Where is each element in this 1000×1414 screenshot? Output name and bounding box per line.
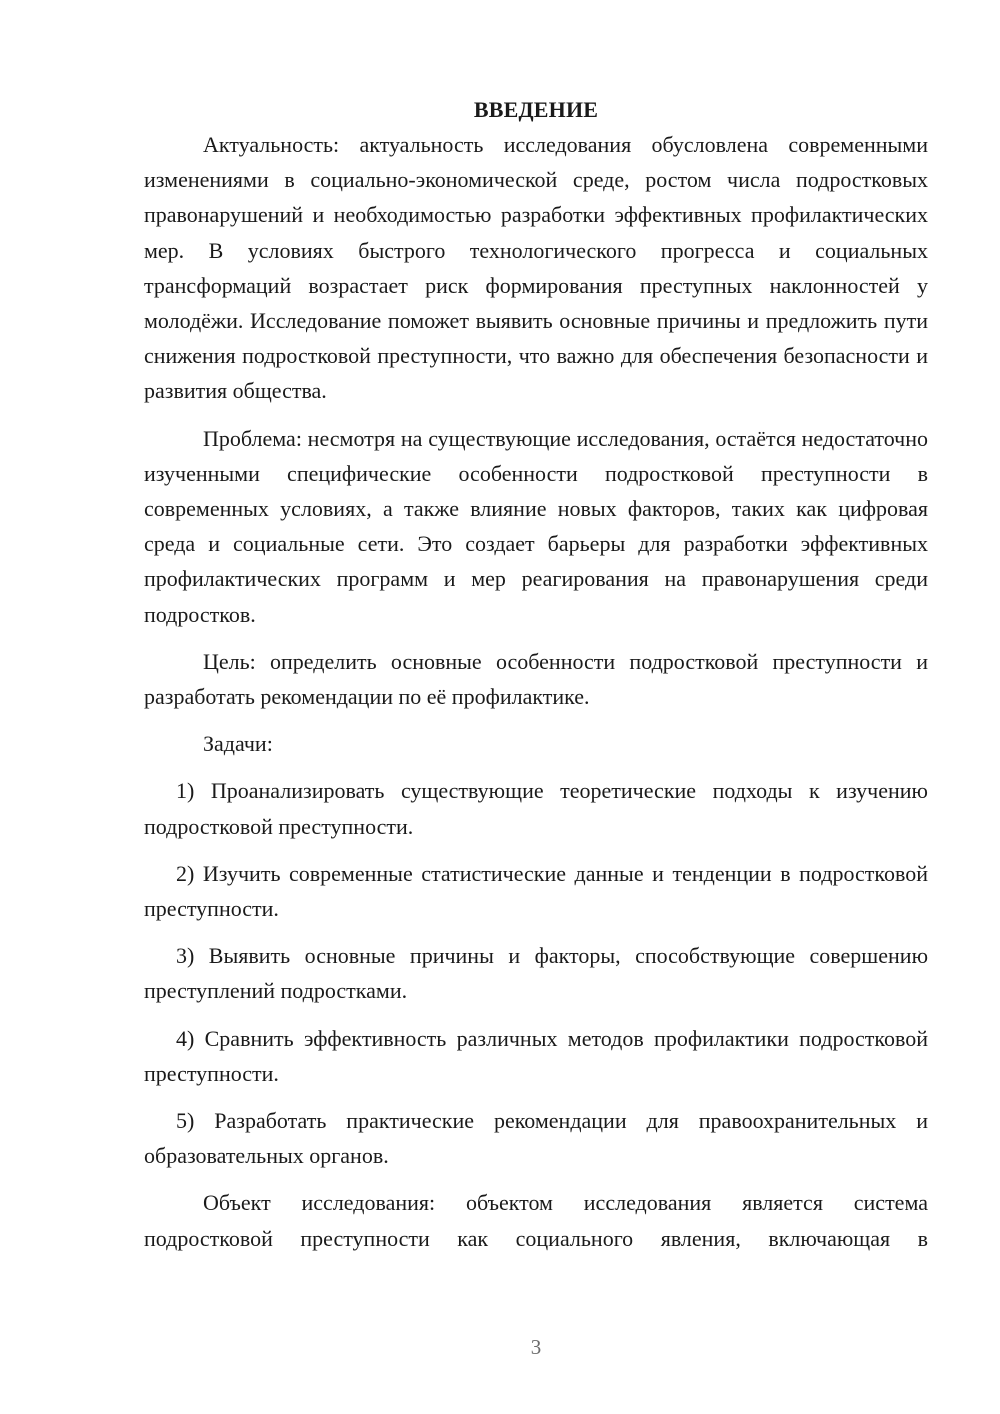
paragraph-problem: Проблема: несмотря на существующие исследования, остаётся недостаточно изученными специфические особенности подростковой преступности в современных условиях, а также влияние новых факторов, таких как цифровая среда и социальные сети. Это создает барьеры для разработки эффективных профилактических программ и мер реагирования на правонарушения среди подростков. <box>144 425 928 627</box>
tasks-label: Задачи: <box>203 731 273 757</box>
page-number: 3 <box>530 1335 542 1359</box>
paragraph-goal: Цель: определить основные особенности подростковой преступности и разработать рекомендации по её профилактике. <box>144 648 928 710</box>
paragraph-object: Объект исследования: объектом исследования является система подростковой преступности как социального явления, включающая в <box>144 1190 928 1251</box>
task-item-5: 5) Разработать практические рекомендации для правоохранительных и образовательных органов. <box>144 1108 928 1169</box>
document-page <box>144 94 928 1268</box>
section-heading: ВВЕДЕНИЕ <box>473 97 599 122</box>
task-item-4: 4) Сравнить эффективность различных методов профилактики подростковой преступности. <box>144 1025 928 1086</box>
task-item-1: 1) Проанализировать существующие теоретические подходы к изучению подростковой преступности. <box>144 778 928 839</box>
task-item-2: 2) Изучить современные статистические данные и тенденции в подростковой преступности. <box>144 860 928 922</box>
paragraph-relevance: Актуальность: актуальность исследования обусловлена современными изменениями в социально-экономической среде, ростом числа подростковых правонарушений и необходимостью разработки эффективных профилактических мер. В условиях быстрого технологического прогресса и социальных трансформаций возрастает риск формирования преступных наклонностей у молодёжи. Исследование поможет выявить основные причины и предложить пути снижения подростковой преступности, что важно для обеспечения безопасности и развития общества. <box>144 132 928 404</box>
task-item-3: 3) Выявить основные причины и факторы, способствующие совершению преступлений подростками. <box>144 943 928 1004</box>
